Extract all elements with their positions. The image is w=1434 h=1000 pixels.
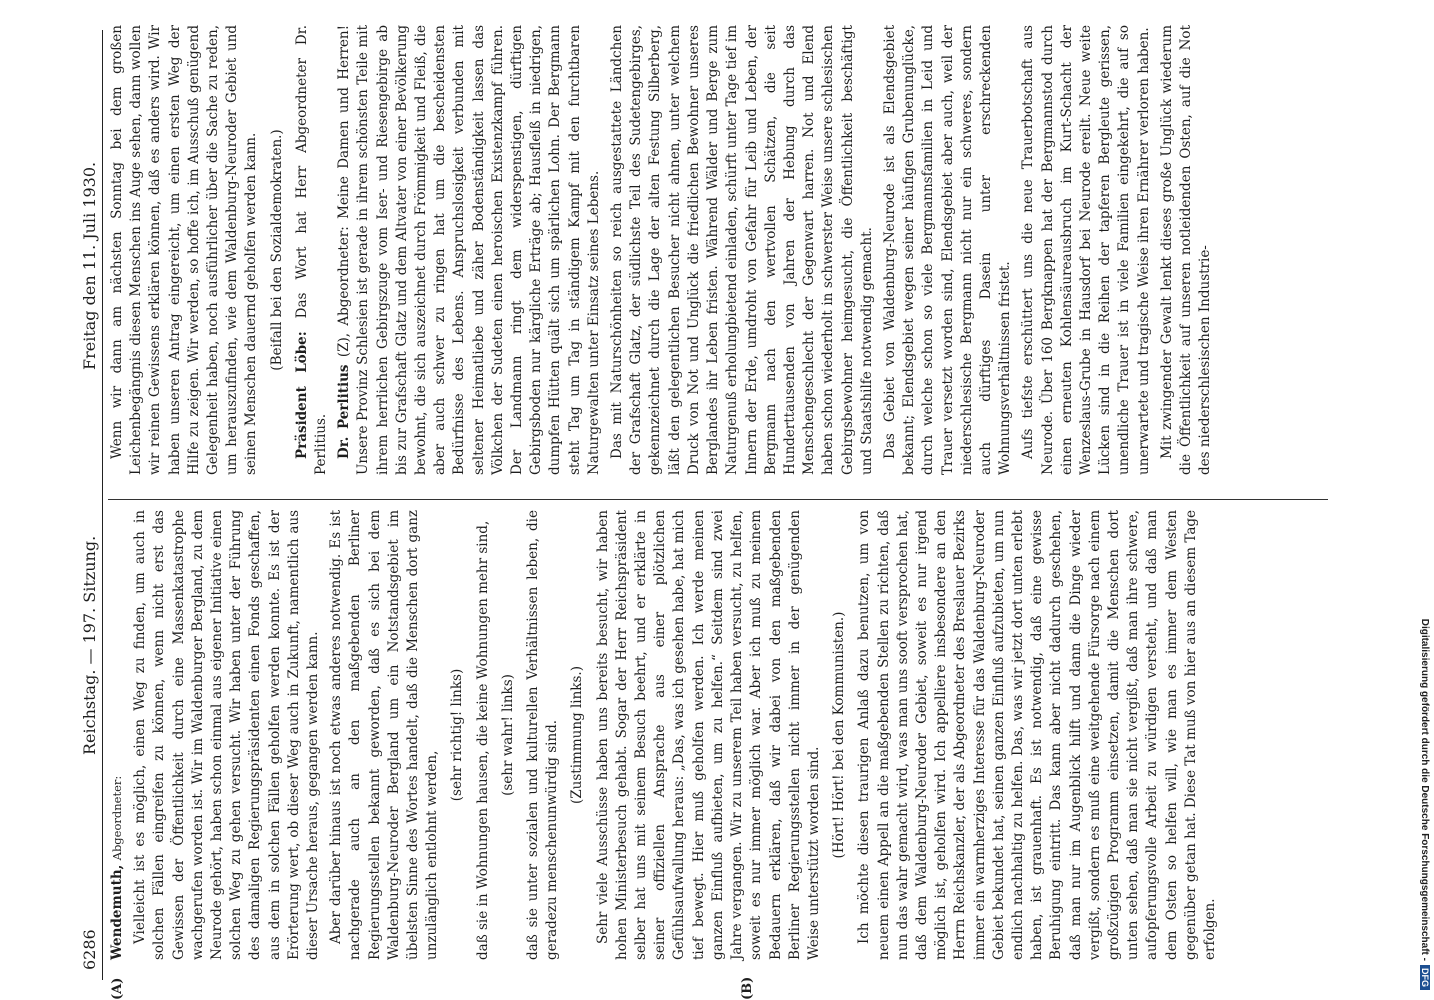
page-number: 6286 (80, 929, 99, 970)
right-column (108, 25, 1219, 475)
paragraph: Meine Damen und Herren! Unsere Provinz Schlesien ist gerade in ihrem schönsten Teile mit ihrem herrlichen Gebirgszuge vom Iser- und Riesengebirge ab bis zur Grafschaft Glatz und dem Altvater von einer Bevölkerung bewohnt, die sich auszeichnet durch Frömmigkeit und Fleiß, die aber auch schwer zu ringen hat um die bescheidensten Bedürfnisse des Lebens. Anspruchslosigkeit verbunden mit seltener Heimatliebe und zäher Bodenständigkeit lassen das Völkchen der Sudeten einen heroischen Existenzkampf führen. Der Landmann ringt dem widerspenstigen, dürftigen Gebirgsboden nur kärgliche Erträge ab; Hausfleiß in niedrigen, dumpfen Hütten quält sich um spärlichen Lohn. Der Bergmann steht Tag um Tag in ständigem Kampf mit den furchtbaren Naturgewalten unter Einsatz seines Lebens. (336, 24, 602, 475)
paragraph: Das mit Naturschönheiten so reich ausgestattete Ländchen der Grafschaft Glatz, der südlichste Teil des Sudetengebirges, gekennzeichnet durch die Lage der alten Festung Silberberg, läßt den gelegentlichen Besucher nicht ahnen, unter welchem Druck von Not und Unglück die friedlichen Bewohner unseres Berglandes ihr Leben fristen. Während Wälder und Berge zum Naturgenuß erholungbietend einladen, schürft unter Tage tief im Innern der Erde, umdroht von Gefahr für Leib und Leben, der Bergmann nach den wertvollen Schätzen, die seit Hunderttausenden von Jahren der Hebung durch das Menschengeschlecht der Gegenwart harren. Not und Elend haben schon wiederholt in schwerster Weise unsere schlesischen Gebirgsbewohner heimgesucht, die Öffentlichkeit beschäftigt und Staatshilfe notwendig gemacht. (609, 25, 875, 475)
dfg-logo: DFG (1420, 965, 1430, 990)
paragraph: Das Gebiet von Waldenburg-Neurode ist als Elendsgebiet bekannt; Elendsgebiet wegen seiner häufigen Grubenunglücke, durch welche schon so viele Bergmannsfamilien in Leid und Trauer versetzt worden sind, Elendsgebiet aber auch, weil der niederschlesische Bergmann nicht nur ein schweres, sondern auch dürftiges Dasein unter erschreckenden Wohnungsverhältnissen fristet. (881, 25, 1014, 475)
paragraph: daß sie in Wohnungen hausen, die keine Wohnungen mehr sind, (474, 520, 491, 960)
speaker-role: (Z), Abgeordneter: (336, 226, 353, 358)
rotated-text-block (50, 0, 1340, 1000)
side-note-text: Digitalisierung gefördert durch die Deutsche Forschungsgemeinschaft - (1419, 618, 1430, 961)
interjection: (sehr richtig! links) (449, 668, 466, 802)
header-date: Freitag den 11. Juli 1930. (80, 161, 99, 370)
speaker-role: Abgeordneter: (110, 775, 124, 861)
speaker-line (108, 510, 127, 960)
president-text: Das Wort hat Herr Abgeordneter Dr. Perlitius. (293, 25, 330, 475)
speaker-line (335, 25, 604, 475)
paragraph: Aufs tiefste erschüttert uns die neue Trauerbotschaft aus Neurode. Über 160 Bergknappen hat der Bergmannstod durch einen erneuten Kohlensäureausbruch im Kurt-Schacht der Wenzeslaus-Grube in Hausdorf bei Neurode ereilt. Neue weite Lücken sind in die Reihen der tapferen Bergleute gerissen, unendliche Trauer ist in viele Familien eingekehrt, die auf so unerwartete und tragische Weise ihren Ernährer verloren haben. (1020, 25, 1152, 475)
margin-marker-a: (A) (110, 977, 125, 1000)
speaker-name: Wendemuth, (109, 864, 125, 960)
interjection: (Zustimmung links.) (569, 666, 586, 804)
left-column (108, 510, 1224, 960)
header-session: Reichstag. — 197. Sitzung. (80, 535, 99, 755)
running-header (80, 40, 102, 970)
paragraph: Ich möchte diesen traurigen Anlaß dazu benutzen, um von neuem einen Appell an die maßgebenden Stellen zu richten, daß nun das wahr gemacht wird, was man uns sooft versprochen hat, daß dem Waldenburg-Neuroder Gebiet, soweit es nur irgend möglich ist, geholfen wird. Ich appelliere insbesondere an den Herrn Reichskanzler, der als Abgeordneter des Breslauer Bezirks immer ein warmherziges Interesse für das Waldenburg-Neuroder Gebiet bekundet hat, seinen ganzen Einfluß aufzubieten, um nun endlich nachhaltig zu helfen. Das, was wir jetzt dort unten erlebt haben, ist grauenhaft. Es ist notwendig, daß eine gewisse Beruhigung eintritt. Das kann aber nicht dadurch geschehen, daß man nur im Augenblick hilft und dann die Dinge wieder vergißt, sondern es muß eine weitgehende Fürsorge nach einem großzügigen Programm einsetzen, damit die Menschen dort unten sehen, daß man sie nicht vergißt, daß man ihre schwere, aufopferungsvolle Arbeit zu würdigen versteht, und daß man dem Osten so helfen will, wie man es immer dem Westen gegenüber getan hat. Diese Tat muß von hier aus an diesem Tage erfolgen. (856, 510, 1218, 960)
paragraph: Wenn wir dann am nächsten Sonntag bei dem großen Leichenbegängnis diesen Menschen ins Auge sehen, dann wollen wir reinen Gewissens erklären können, daß es anders wird. Wir haben unseren Antrag eingereicht, um einen ersten Weg der Hilfe zu zeigen. Wir werden, so hoffe ich, im Ausschuß genügend Gelegenheit haben, noch ausführlicher über die Sache zu reden, um herauszufinden, wie dem Waldenburg-Neuroder Gebiet und seinen Menschen dauernd geholfen werden kann. (109, 25, 260, 475)
interjection: (Beifall bei den Sozialdemokraten.) (268, 129, 285, 371)
speaker-name: Dr. Perlitius (336, 364, 353, 459)
president-name: Präsident Löbe: (293, 331, 310, 459)
paragraph: daß sie unter sozialen und kulturellen Verhältnissen leben, die geradezu menschenunwürdig sind. (525, 510, 561, 960)
paragraph: Vielleicht ist es möglich, einen Weg zu finden, um auch in solchen Fällen eingreifen zu können, wenn nicht erst das Gewissen der Öffentlichkeit durch eine Massenkatastrophe wachgerufen worden ist. Wir im Waldenburger Bergland, zu dem Neurode gehört, haben schon einmal aus eigener Initiative einen solchen Weg zu gehen versucht. Wir haben unter der Führung des damaligen Regierungspräsidenten einen Fonds geschaffen, aus dem in solchen Fällen geholfen werden konnte. Es ist der Erörterung wert, ob dieser Weg auch in Zukunft, namentlich aus dieser Ursache heraus, gegangen werden kann. (132, 510, 322, 960)
header-rule (102, 30, 103, 980)
paragraph: Aber darüber hinaus ist noch etwas anderes notwendig. Es ist nachgerade auch an den maßgebenden Berliner Regierungsstellen bekannt geworden, daß es sich bei dem Waldenburg-Neuroder Bergland um ein Notstandsgebiet im übelsten Sinne des Wortes handelt, daß die Menschen dort ganz unzulänglich entlohnt werden, (328, 510, 441, 960)
column-divider (108, 499, 1328, 500)
paragraph: Mit zwingender Gewalt lenkt dieses große Unglück wiederum die Öffentlichkeit auf unseren notleidenden Osten, auf die Not des niederschlesischen Industrie- (1158, 25, 1214, 475)
interjection: (sehr wahr! links) (499, 674, 516, 796)
interjection: (Hört! Hört! bei den Kommunisten.) (831, 611, 848, 859)
paragraph: Sehr viele Ausschüsse haben uns bereits besucht, wir haben hohen Ministerbesuch gehabt. Sogar der Herr Reichspräsident selber hat uns mit seinem Besuch beehrt, und er erklärte in seiner offiziellen Ansprache aus einer plötzlichen Gefühlsaufwallung heraus: „Das, was ich gesehen habe, hat mich tief bewegt. Hier muß geholfen werden. Ich werde meinen ganzen Einfluß aufbieten, um zu helfen.“ Seitdem sind zwei Jahre vergangen. Wir zu unserem Teil haben versucht, zu helfen, soweit es nur immer möglich war. Aber ich muß zu meinem Bedauern erklären, daß wir dabei von den maßgebenden Berliner Regierungsstellen nicht immer in der genügenden Weise unterstützt worden sind. (594, 510, 822, 960)
president-line (293, 25, 331, 475)
side-note (1412, 10, 1430, 990)
margin-marker-b: (B) (740, 976, 755, 1000)
